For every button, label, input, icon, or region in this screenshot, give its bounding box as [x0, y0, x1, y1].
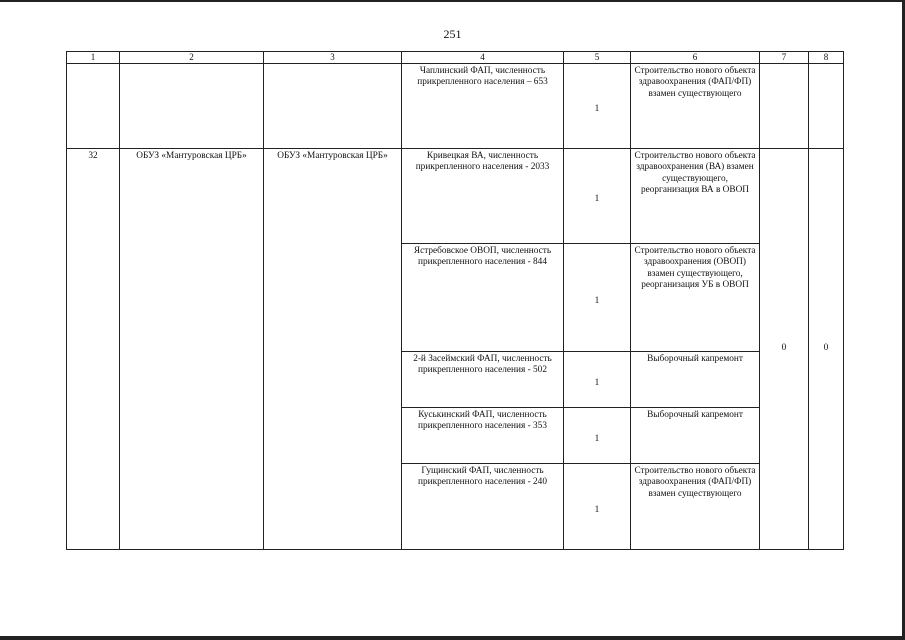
- table-row: [67, 64, 844, 149]
- column-number: 5: [564, 52, 631, 64]
- quantity-cell: 1: [564, 244, 631, 352]
- quantity-cell: 1: [564, 64, 631, 149]
- row-number-cell: 32: [67, 149, 120, 550]
- column-number-row: [67, 52, 844, 64]
- column-number: 2: [120, 52, 264, 64]
- scan-border-top: [0, 0, 905, 2]
- action-cell: Выборочный капремонт: [631, 352, 760, 408]
- column-number: 7: [760, 52, 809, 64]
- institution-cell: ОБУЗ «Мантуровская ЦРБ»: [264, 149, 402, 550]
- action-cell: Выборочный капремонт: [631, 408, 760, 464]
- facility-cell: 2-й Засеймский ФАП, численность прикрепленного населения - 502: [402, 352, 564, 408]
- action-cell: Строительство нового объекта здравоохранения (ФАП/ФП) взамен существующего: [631, 64, 760, 149]
- quantity-cell: 1: [564, 408, 631, 464]
- facility-cell: Ястребовское ОВОП, численность прикрепленного населения - 844: [402, 244, 564, 352]
- column-8-value: 0: [809, 149, 844, 550]
- column-number: 6: [631, 52, 760, 64]
- facility-cell: Гущинский ФАП, численность прикрепленного населения - 240: [402, 464, 564, 550]
- empty-cell: [264, 64, 402, 149]
- facility-cell: Чаплинский ФАП, численность прикрепленного населения – 653: [402, 64, 564, 149]
- empty-cell: [760, 64, 809, 149]
- empty-cell: [120, 64, 264, 149]
- action-cell: Строительство нового объекта здравоохранения (ФАП/ФП) взамен существующего: [631, 464, 760, 550]
- facility-cell: Кривецкая ВА, численность прикрепленного населения - 2033: [402, 149, 564, 244]
- quantity-cell: 1: [564, 352, 631, 408]
- organization-cell: ОБУЗ «Мантуровская ЦРБ»: [120, 149, 264, 550]
- action-cell: Строительство нового объекта здравоохранения (ОВОП) взамен существующего, реорганизация УБ в ОВОП: [631, 244, 760, 352]
- data-table: [66, 51, 844, 550]
- empty-cell: [809, 64, 844, 149]
- page-number: 251: [443, 27, 462, 41]
- table-row: [67, 149, 844, 244]
- column-number: 4: [402, 52, 564, 64]
- column-number: 1: [67, 52, 120, 64]
- column-7-value: 0: [760, 149, 809, 550]
- scan-border-bottom: [0, 636, 905, 640]
- quantity-cell: 1: [564, 149, 631, 244]
- facility-cell: Куськинский ФАП, численность прикрепленного населения - 353: [402, 408, 564, 464]
- column-number: 8: [809, 52, 844, 64]
- action-cell: Строительство нового объекта здравоохранения (ВА) взамен существующего, реорганизация ВА в ОВОП: [631, 149, 760, 244]
- quantity-cell: 1: [564, 464, 631, 550]
- empty-cell: [67, 64, 120, 149]
- column-number: 3: [264, 52, 402, 64]
